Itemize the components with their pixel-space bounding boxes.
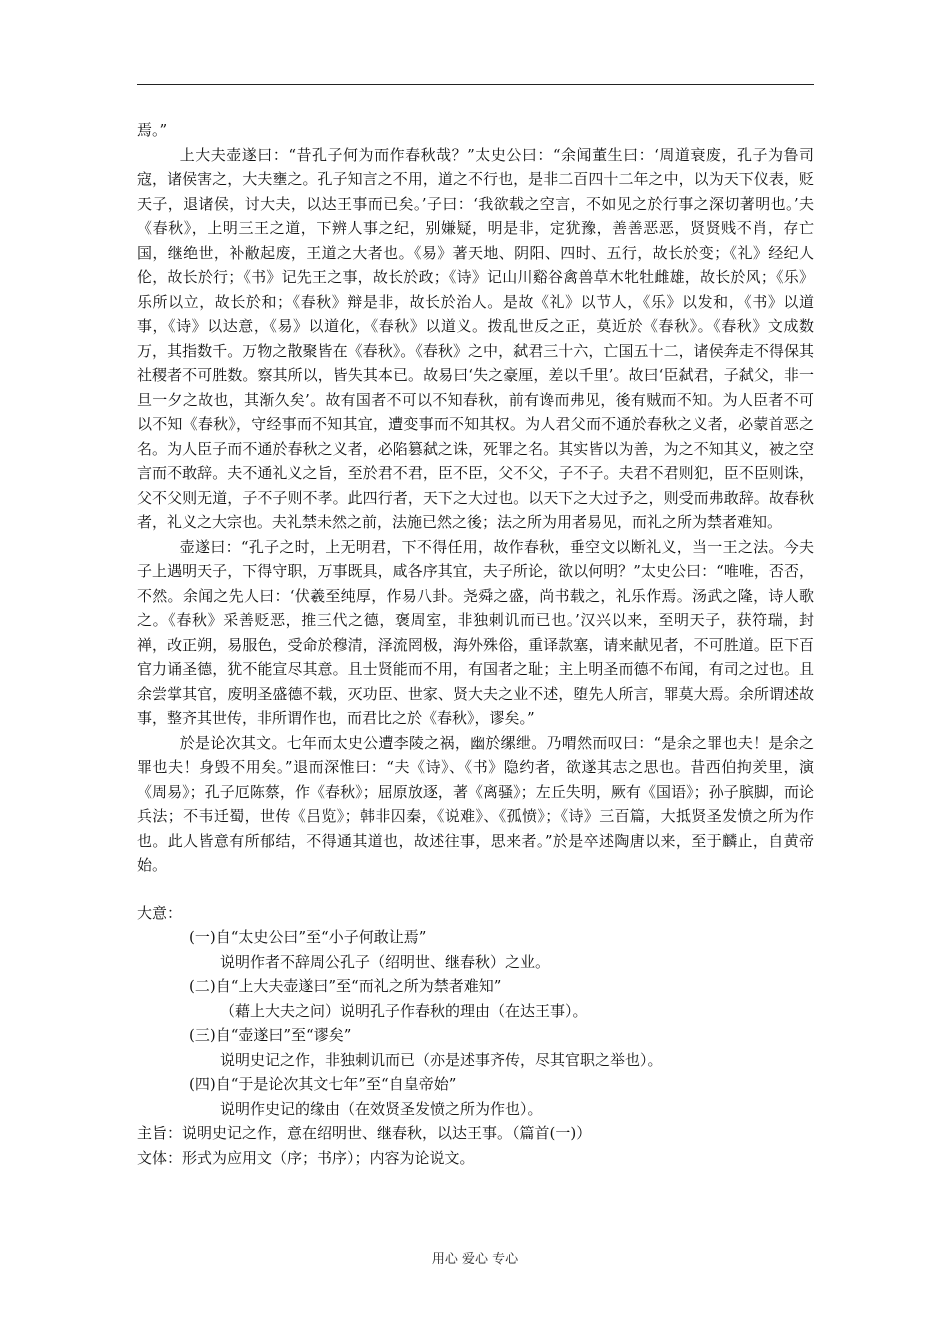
page-footer: 用心 爱心 专心 [431,1252,519,1267]
spacer [137,878,814,901]
summary-item-label: (三)自“壶遂曰”至“谬矣” [189,1026,352,1044]
summary-heading: 大意： [137,903,183,922]
summary-item-note: 说明史记之作，非独刺讥而已（亦是述事齐传，尽其官职之举也）。 [220,1050,663,1069]
summary-genre: 文体：形式为应用文（序；书序）；内容为论说文。 [137,1148,475,1167]
paragraph-dialogue-hu-sui: 上大夫壶遂曰：“昔孔子何为而作春秋哉？”太史公曰：“余闻董生曰：‘周道衰废，孔子为鲁司寇，诸侯害之，大夫壅之。孔子知言之不用，道之不行也，是非二百四十二年之中，以为天下仪表，贬天子，退诸侯，讨大夫，以达王事而已矣。’子曰：‘我欲载之空言，不如见之於行事之深切著明也。’夫《春秋》，上明三王之道，下辨人事之纪，别嫌疑，明是非，定犹豫，善善恶恶，贤贤贱不肖，存亡国，继绝世，补敝起废，王道之大者也。《易》著天地、阴阳、四时、五行，故长於变；《礼》经纪人伦，故长於行；《书》记先王之事，故长於政；《诗》记山川谿谷禽兽草木牝牡雌雄，故长於风；《乐》乐所以立，故长於和；《春秋》辩是非，故长於治人。是故《礼》以节人，《乐》以发和，《书》以道事，《诗》以达意，《易》以道化，《春秋》以道义。拨乱世反之正，莫近於《春秋》。《春秋》文成数万，其指数千。万物之散聚皆在《春秋》。《春秋》之中，弑君三十六，亡国五十二，诸侯奔走不得保其社稷者不可胜数。察其所以，皆失其本已。故易曰‘失之豪厘，差以千里’。故曰‘臣弑君，子弑父，非一旦一夕之故也，其渐久矣’。故有国者不可以不知春秋，前有谗而弗见，後有贼而不知。为人臣者不可以不知《春秋》，守经事而不知其宜，遭变事而不知其权。为人君父而不通於春秋之义者，必蒙首恶之名。为人臣子而不通於春秋之义者，必陷篡弑之诛，死罪之名。其实皆以为善，为之不知其义，被之空言而不敢辞。夫不通礼义之旨，至於君不君，臣不臣，父不父，子不子。夫君不君则犯，臣不臣则诛，父不父则无道，子不子则不孝。此四行者，天下之大过也。以天下之大过予之，则受而弗敢辞。故春秋者，礼义之大宗也。夫礼禁未然之前，法施已然之後；法之所为用者易见，而礼之所为禁者难知。 [137,145,814,531]
paragraph-li-ling: 於是论次其文。七年而太史公遭李陵之祸，幽於缧绁。乃喟然而叹曰：“是余之罪也夫！是余之罪也夫！身毁不用矣。”退而深惟曰：“夫《诗》、《书》隐约者，欲遂其志之思也。昔西伯拘羑里，演《周易》；孔子厄陈蔡，作《春秋》；屈原放逐，著《离骚》；左丘失明，厥有《国语》；孙子膑脚，而论兵法；不韦迁蜀，世传《吕览》；韩非囚秦，《说难》、《孤愤》；《诗》三百篇，大抵贤圣发愤之所为作也。此人皆意有所郁结，不得通其道也，故述往事，思来者。”於是卒述陶唐以来，至于麟止，自黄帝始。 [137,733,814,874]
document-body [137,118,814,1170]
summary-item-label: (一)自“太史公曰”至“小子何敢让焉” [189,928,427,946]
paragraph-hu-sui-reply: 壶遂曰：“孔子之时，上无明君，下不得任用，故作春秋，垂空文以断礼义，当一王之法。今夫子上遇明天子，下得守职，万事既具，咸各序其宜，夫子所论，欲以何明？”太史公曰：“唯唯，否否，不然。余闻之先人曰：‘伏羲至纯厚，作易八卦。尧舜之盛，尚书载之，礼乐作焉。汤武之隆，诗人歌之。《春秋》采善贬恶，推三代之德，褒周室，非独刺讥而已也。’汉兴以来，至明天子，获符瑞，封禅，改正朔，易服色，受命於穆清，泽流罔极，海外殊俗，重译款塞，请来献见者，不可胜道。臣下百官力诵圣德，犹不能宣尽其意。且士贤能而不用，有国者之耻；主上明圣而德不布闻，有司之过也。且余尝掌其官，废明圣盛德不载，灭功臣、世家、贤大夫之业不述，堕先人所言，罪莫大焉。余所谓述故事，整齐其世传，非所谓作也，而君比之於《春秋》，谬矣。” [137,537,814,727]
summary-item-label: (二)自“上大夫壶遂曰”至“而礼之所为禁者难知” [189,977,502,995]
header-rule [137,84,814,85]
summary-item-note: （藉上大夫之问）说明孔子作春秋的理由（在达王事）。 [220,1001,588,1020]
summary-theme: 主旨：说明史记之作，意在绍明世、继春秋，以达王事。（篇首(一)） [137,1124,592,1142]
paragraph-fragment: 焉。” [137,121,168,139]
summary-item-label: (四)自“于是论次其文七年”至“自皇帝始” [189,1075,457,1093]
summary-item-note: 说明作者不辞周公孔子（绍明世、继春秋）之业。 [220,952,551,971]
summary-item-note: 说明作史记的缘由（在效贤圣发愤之所为作也）。 [220,1099,543,1118]
